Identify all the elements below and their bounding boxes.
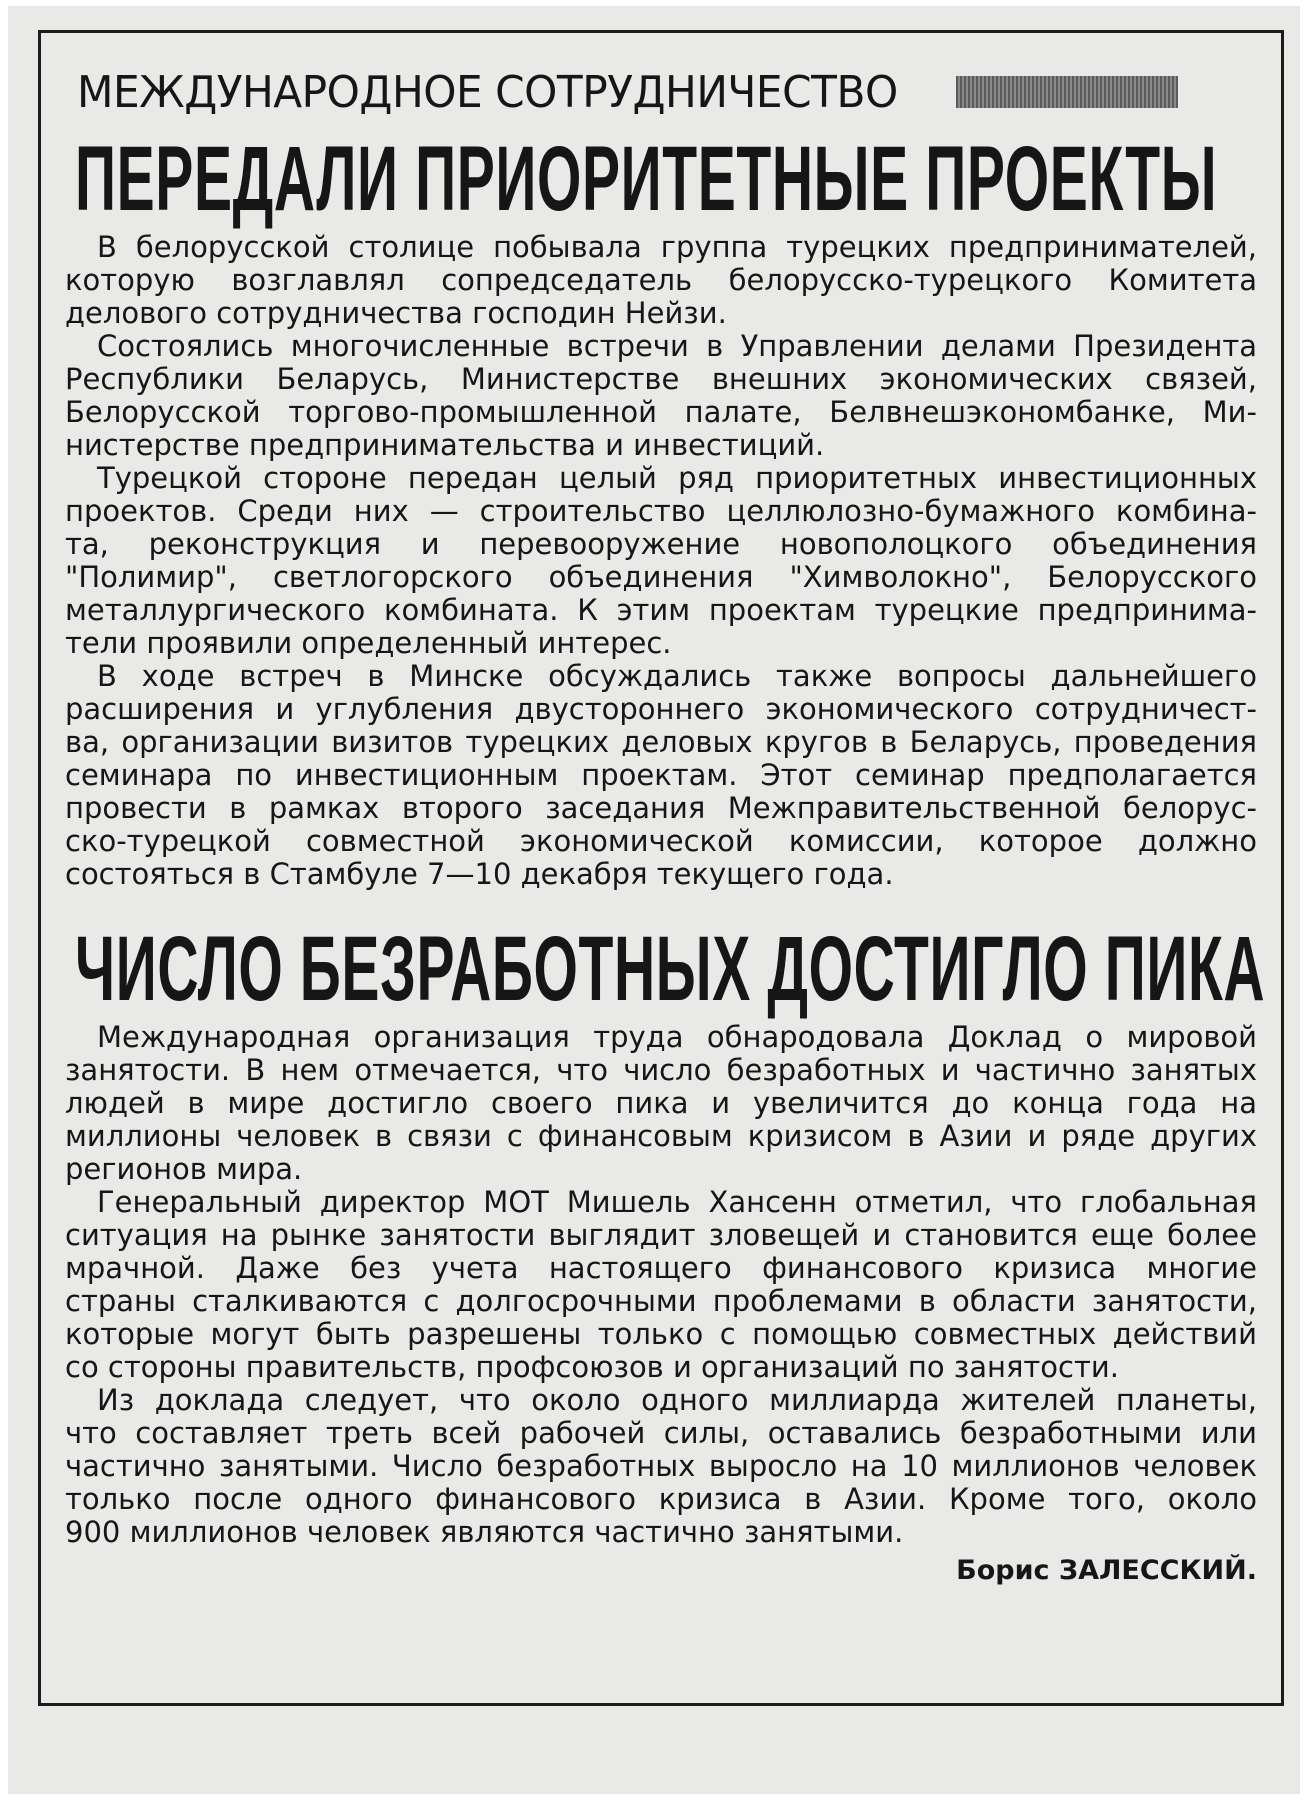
article2-line: занятости. В нем отмечается, что число безработных и частично занятых	[65, 1053, 1257, 1087]
rubric-row	[65, 61, 1255, 123]
article2-line: 900 миллионов человек являются частично занятыми.	[65, 1515, 904, 1549]
article2-line: регионов мира.	[65, 1152, 303, 1186]
article1-line: Республики Беларусь, Министерстве внешних экономических связей,	[65, 362, 1257, 396]
author-signature: Борис ЗАЛЕССКИЙ.	[956, 1555, 1257, 1586]
article1-line: Состоялись многочисленные встречи в Управлении делами Президента	[97, 329, 1257, 363]
article2-line: миллионы человек в связи с финансовым кризисом в Азии и ряде других	[65, 1119, 1257, 1153]
article1-line: проектов. Среди них — строительство целлюлозно-бумажного комбина-	[65, 494, 1257, 528]
article1-line: расширения и углубления двустороннего экономического сотрудничест-	[65, 692, 1257, 726]
article1-line: тели проявили определенный интерес.	[65, 626, 672, 660]
article1-line: провести в рамках второго заседания Межправительственной белорус-	[65, 791, 1257, 825]
article2-line: Международная организация труда обнародовала Доклад о мировой	[97, 1020, 1257, 1054]
article1-line: делового сотрудничества господин Нейзи.	[65, 296, 727, 330]
article2-line: страны сталкиваются с долгосрочными проблемами в области занятости,	[65, 1284, 1257, 1318]
article1-line: Белорусской торгово-промышленной палате, Белвнешэкономбанке, Ми-	[65, 395, 1257, 429]
article2-body	[65, 1021, 1255, 1549]
article2-line: мрачной. Даже без учета настоящего финансового кризиса многие	[65, 1251, 1257, 1285]
article2-line: которые могут быть разрешены только с помощью совместных действий	[65, 1317, 1257, 1351]
article1-line: В ходе встреч в Минске обсуждались также вопросы дальнейшего	[97, 659, 1257, 693]
rubric-bar	[956, 76, 1178, 108]
article2-line: частично занятыми. Число безработных выросло на 10 миллионов человек	[65, 1449, 1257, 1483]
article2-line: Из доклада следует, что около одного миллиарда жителей планеты,	[97, 1383, 1257, 1417]
article1-line: семинара по инвестиционным проектам. Этот семинар предполагается	[65, 758, 1257, 792]
article1-line: которую возглавлял сопредседатель белорусско-турецкого Комитета	[65, 263, 1257, 297]
article1-line: та, реконструкция и перевооружение новополоцкого объединения	[65, 527, 1257, 561]
article1-line: нистерстве предпринимательства и инвестиций.	[65, 428, 825, 462]
article1-line: металлургического комбината. К этим проектам турецкие предпринима-	[65, 593, 1257, 627]
article-frame	[38, 30, 1284, 1706]
article2-line: людей в мире достигло своего пика и увеличится до конца года на	[65, 1086, 1257, 1120]
article1-body	[65, 231, 1255, 891]
article2-line: Генеральный директор МОТ Мишель Хансенн отметил, что глобальная	[97, 1185, 1257, 1219]
article1-line: В белорусской столице побывала группа турецких предпринимателей,	[97, 230, 1257, 264]
article1-line: ско-турецкой совместной экономической комиссии, которое должно	[65, 824, 1257, 858]
article2-line: только после одного финансового кризиса в Азии. Кроме того, около	[65, 1482, 1257, 1516]
article1-headline: ПЕРЕДАЛИ ПРИОРИТЕТНЫЕ ПРОЕКТЫ	[75, 128, 1218, 230]
rubric-title: МЕЖДУНАРОДНОЕ СОТРУДНИЧЕСТВО	[77, 66, 898, 118]
article1-line: состояться в Стамбуле 7—10 декабря текущего года.	[65, 857, 894, 891]
article1-line: ва, организации визитов турецких деловых кругов в Беларусь, проведения	[65, 725, 1257, 759]
article2-line: что составляет треть всей рабочей силы, оставались безработными или	[65, 1416, 1257, 1450]
article1-line: Турецкой стороне передан целый ряд приоритетных инвестиционных	[97, 461, 1257, 495]
article1-line: "Полимир", светлогорского объединения "Химволокно", Белорусского	[65, 560, 1257, 594]
article2-headline: ЧИСЛО БЕЗРАБОТНЫХ ДОСТИГЛО ПИКА	[75, 918, 1266, 1020]
article2-line: ситуация на рынке занятости выглядит зловещей и становится еще более	[65, 1218, 1257, 1252]
article2-line: со стороны правительств, профсоюзов и организаций по занятости.	[65, 1350, 1119, 1384]
newspaper-clipping	[8, 6, 1300, 1794]
